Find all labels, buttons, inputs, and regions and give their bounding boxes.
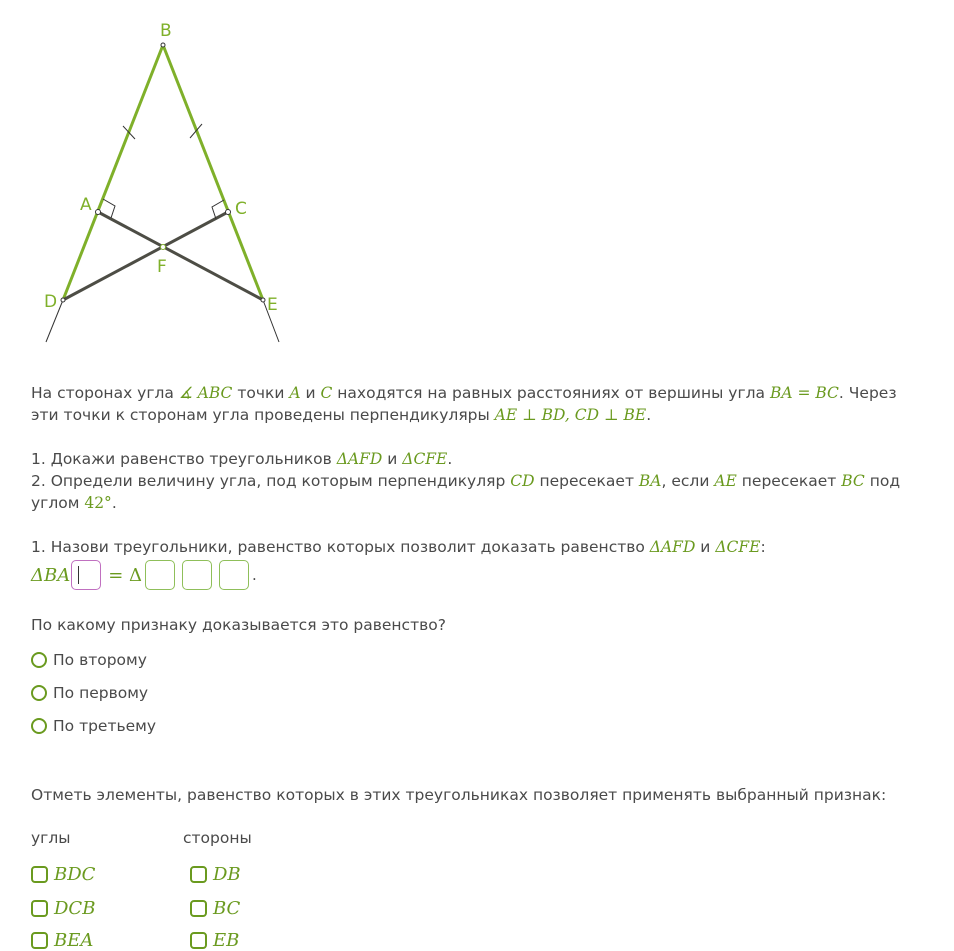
question-3-text: Отметь элементы, равенство которых в этих треугольниках позволяет применять выбранный признак:: [31, 786, 887, 804]
side-be: [163, 45, 263, 300]
problem-statement: На сторонах угла ∡ ABC точки A и C находятся на равных расстояниях от вершины угла BA = BC. Через эти точки к сторонам угла проведены перпендикуляры AE ⊥ BD, CD ⊥ BE.: [31, 384, 897, 424]
checkbox-angle-bea[interactable]: BEA: [31, 930, 93, 951]
checkbox-angle-bdc[interactable]: BDC: [31, 864, 95, 885]
label-c: C: [235, 199, 247, 219]
answer-period: .: [252, 566, 257, 584]
checkbox-side-bc[interactable]: BC: [190, 898, 240, 919]
checkbox[interactable]: [190, 866, 207, 883]
point-a: [96, 210, 101, 215]
question-2-text: По какому признаку доказывается это равенство?: [31, 616, 446, 634]
radio-button[interactable]: [31, 718, 47, 734]
radio-button[interactable]: [31, 652, 47, 668]
label-f: F: [157, 257, 167, 277]
geometry-figure: [0, 0, 300, 350]
checkbox[interactable]: [31, 900, 48, 917]
point-f: [161, 245, 166, 250]
radio-option-third[interactable]: По третьему: [31, 717, 156, 735]
triangle-answer-line: [31, 558, 257, 592]
radio-option-first[interactable]: По первому: [31, 684, 148, 702]
sides-column-header: стороны: [183, 829, 252, 847]
triangle-letter-input-4[interactable]: [219, 560, 249, 590]
checkbox-side-db[interactable]: DB: [190, 864, 241, 885]
radio-button[interactable]: [31, 685, 47, 701]
task-2: 2. Определи величину угла, под которым перпендикуляр CD пересекает BA, если AE пересекает BC под углом 42°.: [31, 472, 901, 512]
label-b: B: [160, 21, 172, 41]
checkbox-angle-dcb[interactable]: DCB: [31, 898, 95, 919]
label-a: A: [80, 195, 92, 215]
angles-column-header: углы: [31, 829, 71, 847]
triangle-prefix: ΔBA: [31, 564, 71, 586]
task-1: 1. Докажи равенство треугольников ΔAFD и ΔCFE.: [31, 450, 453, 468]
triangle-letter-input-3[interactable]: [182, 560, 212, 590]
radio-option-second[interactable]: По второму: [31, 651, 147, 669]
side-bd: [63, 45, 163, 300]
label-e: E: [267, 295, 278, 315]
triangle-letter-input-2[interactable]: [145, 560, 175, 590]
checkbox[interactable]: [31, 932, 48, 949]
label-d: D: [44, 292, 58, 312]
segment-cd: [63, 212, 228, 300]
triangle-letter-input-1[interactable]: [71, 560, 101, 590]
point-e: [261, 298, 265, 302]
checkbox-side-eb[interactable]: EB: [190, 930, 239, 951]
checkbox[interactable]: [190, 932, 207, 949]
point-d: [61, 298, 65, 302]
text-caret: [78, 566, 79, 584]
question-1-text: 1. Назови треугольники, равенство которых позволит доказать равенство ΔAFD и ΔCFE:: [31, 538, 766, 556]
point-b: [161, 43, 165, 47]
checkbox[interactable]: [190, 900, 207, 917]
equals-sign: = Δ: [108, 564, 143, 586]
point-c: [226, 210, 231, 215]
segment-ae: [98, 212, 263, 300]
checkbox[interactable]: [31, 866, 48, 883]
